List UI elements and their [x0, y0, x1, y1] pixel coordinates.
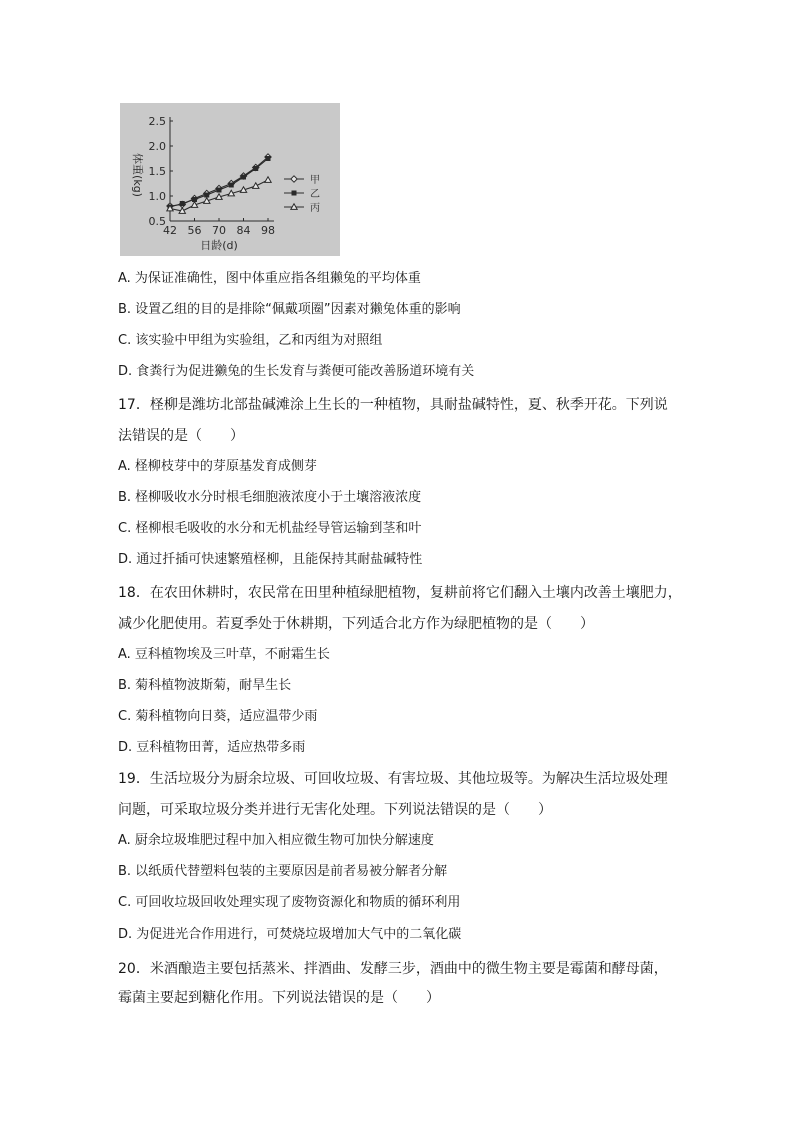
legend-label-1: 甲 — [310, 175, 320, 186]
text-line-d16: D. 食粪行为促进獭兔的生长发育与粪便可能改善肠道环境有关 — [118, 364, 475, 379]
series-2-point — [229, 183, 234, 188]
text-line-q19a: 19．生活垃圾分为厨余垃圾、可回收垃圾、有害垃圾、其他垃圾等。为解决生活垃圾处理 — [118, 771, 668, 787]
text-line-a18: A. 豆科植物埃及三叶草，不耐霜生长 — [118, 647, 330, 662]
text-line-q20a: 20．米酒酿造主要包括蒸米、拌酒曲、发酵三步，酒曲中的微生物主要是霉菌和酵母菌， — [118, 961, 668, 977]
growth-chart — [120, 103, 340, 256]
y-tick-label: 1.0 — [148, 190, 166, 203]
series-2-point — [266, 156, 271, 161]
text-line-d19: D. 为促进光合作用进行，可焚烧垃圾增加大气中的二氧化碳 — [118, 927, 462, 942]
legend-label-2: 乙 — [310, 189, 320, 200]
x-axis-label: 日龄(d) — [200, 239, 238, 252]
text-line-q18a: 18．在农田休耕时，农民常在田里种植绿肥植物，复耕前将它们翻入土壤内改善土壤肥力， — [118, 585, 682, 601]
growth-chart-svg — [120, 103, 340, 256]
y-tick-label: 0.5 — [148, 215, 166, 228]
text-line-b19: B. 以纸质代替塑料包装的主要原因是前者易被分解者分解 — [118, 864, 448, 879]
text-line-q18b: 减少化肥使用。若夏季处于休耕期，下列适合北方作为绿肥植物的是（ ） — [118, 616, 594, 632]
text-line-d18: D. 豆科植物田菁，适应热带多雨 — [118, 740, 306, 755]
series-2-point — [253, 166, 258, 171]
text-line-q17b: 法错误的是（ ） — [118, 428, 244, 444]
text-line-q17a: 17．柽柳是潍坊北部盐碱滩涂上生长的一种植物，具耐盐碱特性，夏、秋季开花。下列说 — [118, 397, 668, 413]
series-2-point — [241, 175, 246, 180]
series-2-point — [180, 201, 185, 206]
x-tick-label: 84 — [236, 224, 251, 237]
legend-marker-2 — [292, 191, 297, 196]
series-2-point — [217, 188, 222, 193]
y-tick-label: 2.0 — [148, 140, 166, 153]
text-line-a17: A. 柽柳枝芽中的芽原基发育成侧芽 — [118, 459, 317, 474]
text-line-q20b: 霉菌主要起到糖化作用。下列说法错误的是（ ） — [118, 990, 440, 1006]
text-line-c19: C. 可回收垃圾回收处理实现了废物资源化和物质的循环利用 — [118, 895, 461, 910]
text-line-b16: B. 设置乙组的目的是排除“佩戴项圈”因素对獭兔体重的影响 — [118, 302, 461, 317]
text-line-c16: C. 该实验中甲组为实验组，乙和丙组为对照组 — [118, 333, 383, 348]
series-2-point — [204, 193, 209, 198]
text-line-a16: A. 为保证准确性，图中体重应指各组獭兔的平均体重 — [118, 271, 421, 286]
x-tick-label: 56 — [187, 224, 202, 237]
legend-marker-1 — [291, 176, 297, 182]
text-line-a19: A. 厨余垃圾堆肥过程中加入相应微生物可加快分解速度 — [118, 833, 434, 848]
text-line-d17: D. 通过扦插可快速繁殖柽柳，且能保持其耐盐碱特性 — [118, 552, 423, 567]
x-tick-label: 42 — [163, 224, 177, 237]
text-line-b18: B. 菊科植物波斯菊，耐旱生长 — [118, 678, 292, 693]
y-axis-label: 体重(kg) — [131, 153, 144, 197]
text-line-q19b: 问题，可采取垃圾分类并进行无害化处理。下列说法错误的是（ ） — [118, 802, 552, 818]
y-tick-label: 1.5 — [148, 165, 166, 178]
x-tick-label: 70 — [212, 224, 226, 237]
legend-label-3: 丙 — [310, 203, 320, 214]
y-tick-label: 2.5 — [148, 115, 166, 128]
text-line-c17: C. 柽柳根毛吸收的水分和无机盐经导管运输到茎和叶 — [118, 521, 422, 536]
series-3-point — [265, 177, 271, 183]
text-line-b17: B. 柽柳吸收水分时根毛细胞液浓度小于土壤溶液浓度 — [118, 490, 422, 505]
series-3-point — [253, 183, 259, 189]
x-tick-label: 98 — [261, 224, 275, 237]
text-line-c18: C. 菊科植物向日葵，适应温带少雨 — [118, 709, 318, 724]
